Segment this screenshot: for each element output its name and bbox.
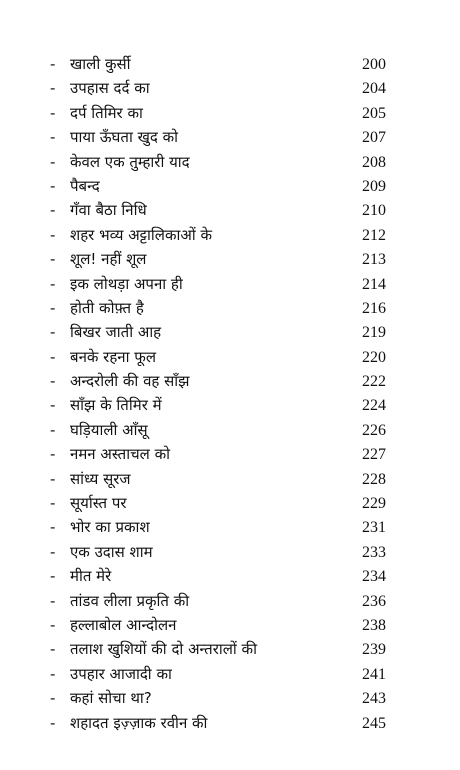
toc-title: पैबन्द <box>70 176 100 195</box>
toc-entry <box>50 247 386 271</box>
toc-dash: - <box>50 79 56 98</box>
toc-page-number: 214 <box>362 275 386 293</box>
toc-title: इक लोथड़ा अपना ही <box>70 274 183 293</box>
toc-dash: - <box>50 128 56 147</box>
toc-page-number: 245 <box>362 714 386 732</box>
toc-dash: - <box>50 445 56 464</box>
toc-dash: - <box>50 567 56 586</box>
toc-page-number: 205 <box>362 104 386 122</box>
toc-entry <box>50 76 386 100</box>
toc-dash: - <box>50 494 56 513</box>
toc-page-number: 224 <box>362 397 386 415</box>
toc-title: तलाश खुशियों की दो अन्तरालों की <box>70 640 257 659</box>
toc-dash: - <box>50 713 56 732</box>
toc-dash: - <box>50 176 56 195</box>
toc-entry <box>50 564 386 588</box>
toc-dash: - <box>50 347 56 366</box>
toc-page-number: 229 <box>362 495 386 513</box>
toc-title: मीत मेरे <box>70 567 112 586</box>
toc-entry <box>50 125 386 149</box>
toc-page-number: 238 <box>362 616 386 634</box>
toc-dash: - <box>50 201 56 220</box>
toc-dash: - <box>50 542 56 561</box>
toc-title: होती कोफ़्त है <box>70 298 144 317</box>
toc-dash: - <box>50 298 56 317</box>
toc-entry <box>50 320 386 344</box>
toc-entry <box>50 296 386 320</box>
toc-title: बिखर जाती आह <box>70 323 162 342</box>
toc-dash: - <box>50 420 56 439</box>
toc-entry <box>50 393 386 417</box>
toc-page-number: 236 <box>362 592 386 610</box>
toc-title: तांडव लीला प्रकृति की <box>70 591 190 610</box>
toc-title: घड़ियाली आँसू <box>70 420 148 439</box>
toc-page-number: 227 <box>362 446 386 464</box>
toc-page-number: 209 <box>362 177 386 195</box>
toc-dash: - <box>50 664 56 683</box>
toc-title: खाली कुर्सी <box>70 55 131 73</box>
toc-dash: - <box>50 274 56 293</box>
toc-entry <box>50 52 386 76</box>
toc-entry <box>50 491 386 515</box>
toc-title: उपहार आजादी का <box>70 664 172 683</box>
toc-title: कहां सोचा था? <box>70 689 152 708</box>
toc-page-number: 208 <box>362 153 386 171</box>
toc-dash: - <box>50 250 56 269</box>
toc-page-number: 228 <box>362 470 386 488</box>
toc-entry <box>50 442 386 466</box>
toc-entry <box>50 467 386 491</box>
toc-title: शहादत इज़्ज़ाक रवीन की <box>70 713 208 732</box>
toc-title: गँवा बैठा निधि <box>70 201 147 220</box>
toc-entry <box>50 174 386 198</box>
toc-entry <box>50 589 386 613</box>
toc-entry <box>50 150 386 174</box>
toc-page-number: 213 <box>362 251 386 269</box>
toc-title: सूर्यास्त पर <box>70 494 127 513</box>
toc-dash: - <box>50 396 56 415</box>
toc-page-number: 233 <box>362 543 386 561</box>
toc-title: शहर भव्य अट्टालिकाओं के <box>70 225 212 244</box>
toc-title: दर्प तिमिर का <box>70 103 143 122</box>
toc-page-number: 212 <box>362 226 386 244</box>
toc-page-number: 204 <box>362 80 386 98</box>
toc-title: नमन अस्ताचल को <box>70 445 170 464</box>
toc-entry <box>50 272 386 296</box>
toc-page-number: 219 <box>362 324 386 342</box>
toc-dash: - <box>50 323 56 342</box>
toc-title: अन्दरोली की वह साँझ <box>70 372 190 391</box>
toc-entry <box>50 198 386 222</box>
toc-entry <box>50 369 386 393</box>
toc-entry <box>50 613 386 637</box>
toc-dash: - <box>50 689 56 708</box>
toc-page-number: 243 <box>362 690 386 708</box>
toc-title: हल्लाबोल आन्दोलन <box>70 615 177 634</box>
toc-entry <box>50 418 386 442</box>
toc-dash: - <box>50 372 56 391</box>
toc-title: सांध्य सूरज <box>70 469 131 488</box>
toc-page-number: 226 <box>362 421 386 439</box>
toc-dash: - <box>50 152 56 171</box>
toc-page-number: 210 <box>362 202 386 220</box>
toc-page-number: 239 <box>362 641 386 659</box>
toc-dash: - <box>50 640 56 659</box>
toc-dash: - <box>50 103 56 122</box>
toc-page-number: 231 <box>362 519 386 537</box>
toc-dash: - <box>50 591 56 610</box>
toc-entry <box>50 686 386 710</box>
toc-title: पाया ऊँघता खुद को <box>70 128 179 147</box>
toc-dash: - <box>50 518 56 537</box>
toc-page-number: 241 <box>362 665 386 683</box>
toc-title: केवल एक तुम्हारी याद <box>70 152 190 171</box>
toc-entry <box>50 711 386 735</box>
toc-title: बनके रहना फूल <box>70 347 156 366</box>
toc-page-number: 207 <box>362 129 386 147</box>
toc-entry <box>50 101 386 125</box>
toc-entry <box>50 637 386 661</box>
toc-title: भोर का प्रकाश <box>70 518 150 537</box>
toc-entry <box>50 662 386 686</box>
toc-entry <box>50 223 386 247</box>
toc-page-number: 222 <box>362 373 386 391</box>
toc-dash: - <box>50 225 56 244</box>
toc-entry <box>50 515 386 539</box>
toc-page-number: 200 <box>362 56 386 73</box>
toc-page-number: 216 <box>362 299 386 317</box>
toc-dash: - <box>50 55 56 73</box>
toc-page-number: 220 <box>362 348 386 366</box>
toc-title: एक उदास शाम <box>70 542 153 561</box>
toc-entry <box>50 345 386 369</box>
toc-entry <box>50 540 386 564</box>
toc-title: शूल! नहीं शूल <box>70 250 147 269</box>
table-of-contents <box>50 52 386 735</box>
toc-dash: - <box>50 469 56 488</box>
toc-title: साँझ के तिमिर में <box>70 396 162 415</box>
toc-dash: - <box>50 615 56 634</box>
toc-title: उपहास दर्द का <box>70 79 150 98</box>
toc-page-number: 234 <box>362 568 386 586</box>
